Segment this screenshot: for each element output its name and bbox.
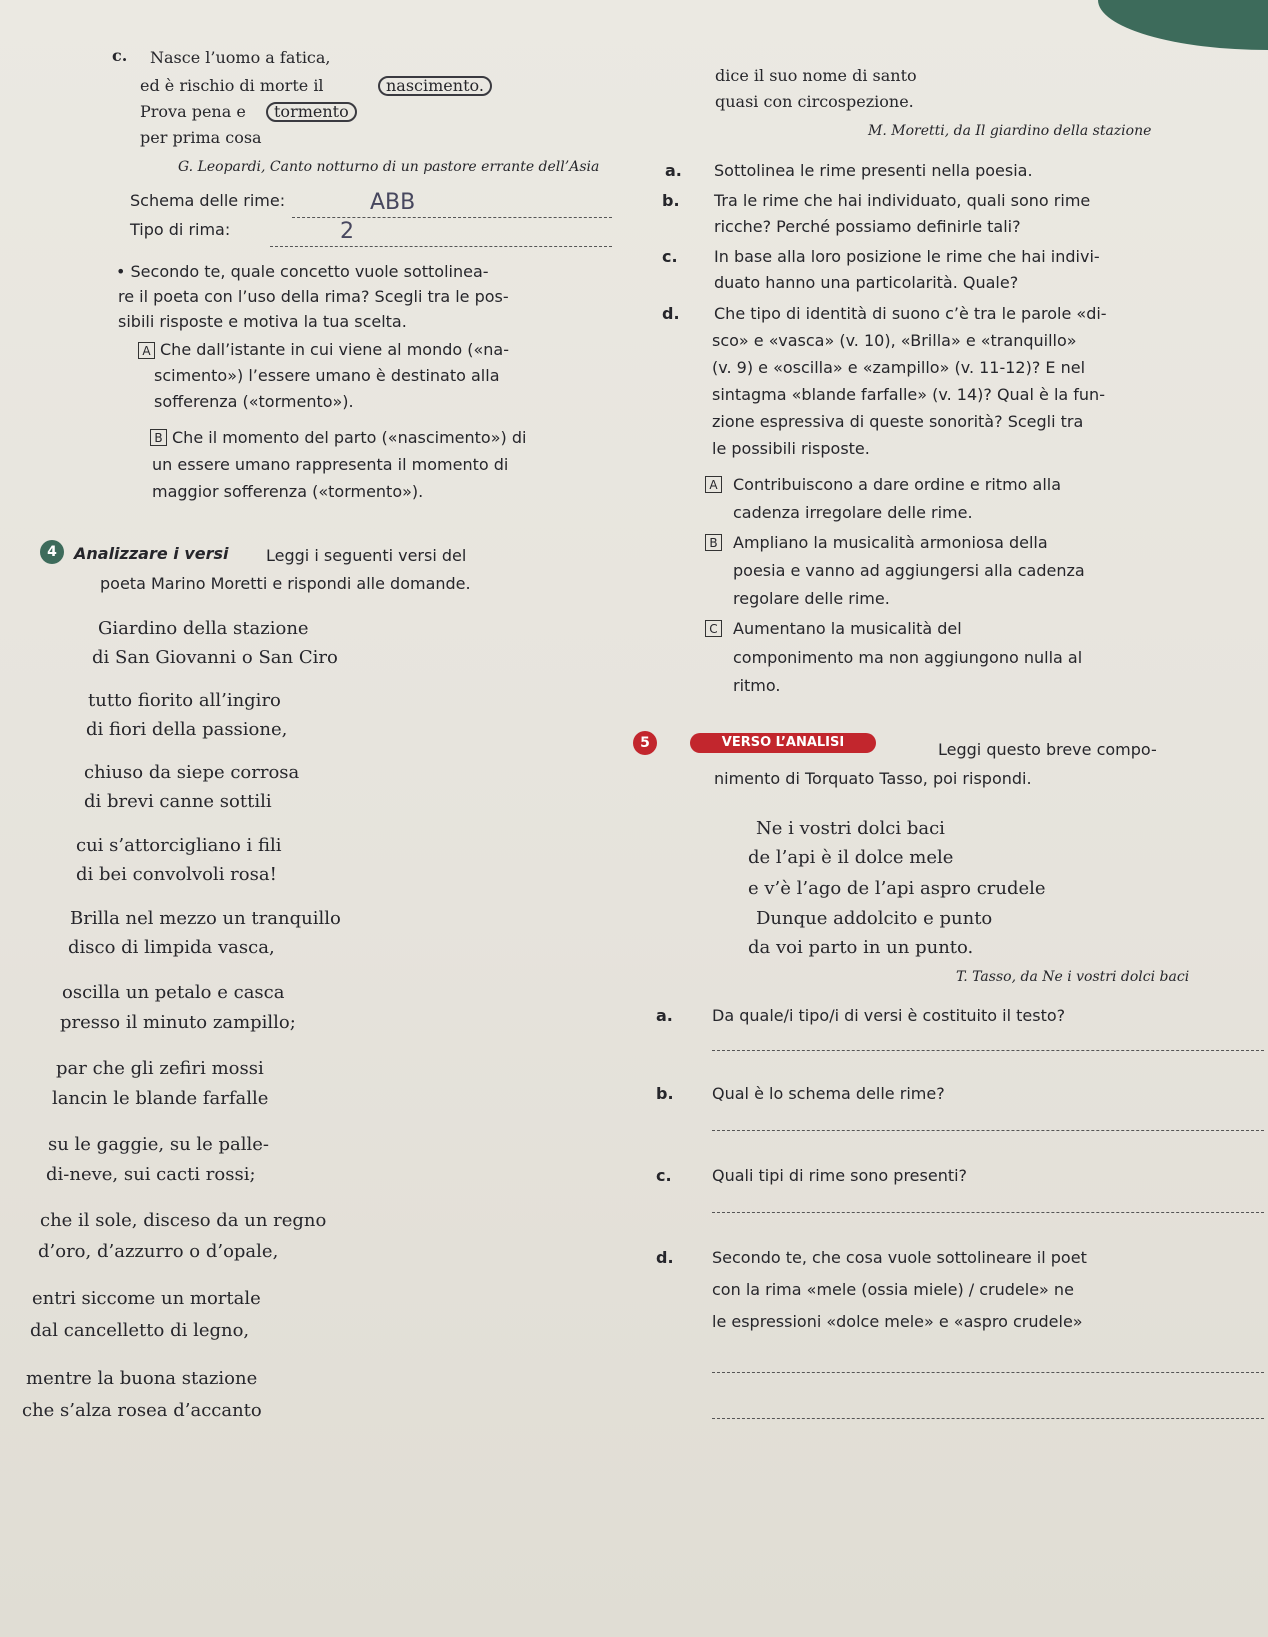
opt-c-line-1: Aumentano la musicalità del — [733, 619, 962, 638]
option-a-line-2: scimento») l’essere umano è destinato alla — [154, 366, 500, 385]
item-c-label: c. — [112, 46, 128, 65]
poem-line-1: Giardino della stazione — [98, 618, 309, 639]
option-a-line-3: sofferenza («tormento»). — [154, 392, 354, 411]
poem-line-8: di bei convolvoli rosa! — [76, 864, 277, 885]
tasso-line-1: Ne i vostri dolci baci — [756, 818, 945, 839]
opt-b-line-3: regolare delle rime. — [733, 589, 890, 608]
q-d-line-4: sintagma «blande farfalle» (v. 14)? Qual è la fun- — [712, 385, 1105, 404]
poem-line-20: dal cancelletto di legno, — [30, 1320, 250, 1341]
tasso-line-4: Dunque addolcito e punto — [756, 908, 993, 929]
tipo-handwritten-answer: 2 — [340, 219, 354, 244]
poem-line-15: su le gaggie, su le palle- — [48, 1134, 270, 1155]
poem-line-19: entri siccome un mortale — [32, 1288, 261, 1309]
poem-line-17: che il sole, disceso da un regno — [40, 1210, 327, 1231]
q5-d-line-2: con la rima «mele (ossia miele) / crudele» ne — [712, 1280, 1074, 1299]
q5-b-answer-line[interactable] — [712, 1130, 1264, 1131]
leopardi-line-2: ed è rischio di morte il — [140, 76, 324, 95]
opt-c-line-2: componimento ma non aggiungono nulla al — [733, 648, 1083, 667]
q5-c-text: Quali tipi di rime sono presenti? — [712, 1166, 968, 1185]
poem-line-14: lancin le blande farfalle — [52, 1088, 269, 1109]
tasso-line-2: de l’api è il dolce mele — [748, 847, 954, 868]
poem-line-10: disco di limpida vasca, — [68, 937, 275, 958]
q5-a-answer-line[interactable] — [712, 1050, 1264, 1051]
q-d-line-6: le possibili risposte. — [712, 439, 870, 458]
schema-handwritten-answer: ABB — [370, 190, 416, 215]
q5-d-line-1: Secondo te, che cosa vuole sottolineare il poet — [712, 1248, 1087, 1267]
leopardi-word-tormento: tormento — [266, 102, 357, 122]
option-a-checkbox[interactable]: A — [138, 342, 155, 359]
option-b-line-3: maggior sofferenza («tormento»). — [152, 482, 424, 501]
q5-b-label: b. — [656, 1084, 674, 1103]
moretti-cont-line-1: dice il suo nome di santo — [715, 66, 917, 85]
option-b-line-2: un essere umano rappresenta il momento di — [152, 455, 509, 474]
q5-d-line-3: le espressioni «dolce mele» e «aspro crudele» — [712, 1312, 1083, 1331]
poem-line-7: cui s’attorcigliano i fili — [76, 835, 282, 856]
schema-answer-line[interactable] — [292, 217, 612, 218]
opt-a-checkbox[interactable]: A — [705, 476, 722, 493]
verso-analisi-badge: VERSO L’ANALISI — [690, 733, 876, 753]
q-b-line-2: ricche? Perché possiamo definirle tali? — [714, 217, 1021, 236]
option-a-line-1: Che dall’istante in cui viene al mondo («na- — [160, 340, 509, 359]
tasso-line-5: da voi parto in un punto. — [748, 937, 974, 958]
poem-line-22: che s’alza rosea d’accanto — [22, 1400, 262, 1421]
opt-a-line-1: Contribuiscono a dare ordine e ritmo alla — [733, 475, 1062, 494]
exercise-5-text-2: nimento di Torquato Tasso, poi rispondi. — [714, 769, 1032, 788]
schema-label: Schema delle rime: — [130, 191, 286, 210]
exercise-4-number: 4 — [40, 540, 64, 564]
poem-line-12: presso il minuto zampillo; — [60, 1012, 296, 1033]
q-d-label: d. — [662, 304, 680, 323]
poem-line-13: par che gli zefiri mossi — [56, 1058, 264, 1079]
opt-a-line-2: cadenza irregolare delle rime. — [733, 503, 973, 522]
q5-c-label: c. — [656, 1166, 672, 1185]
tipo-label: Tipo di rima: — [130, 220, 231, 239]
opt-b-line-1: Ampliano la musicalità armoniosa della — [733, 533, 1048, 552]
q-d-line-5: zione espressiva di queste sonorità? Scegli tra — [712, 412, 1084, 431]
exercise-4-text-2: poeta Marino Moretti e rispondi alle domande. — [100, 574, 471, 593]
tasso-line-3: e v’è l’ago de l’api aspro crudele — [748, 878, 1046, 899]
q5-a-label: a. — [656, 1006, 673, 1025]
corner-decoration — [1098, 0, 1268, 50]
q-c-line-1: In base alla loro posizione le rime che hai indivi- — [714, 247, 1100, 266]
q5-d-label: d. — [656, 1248, 674, 1267]
tipo-answer-line[interactable] — [270, 246, 612, 247]
option-b-checkbox[interactable]: B — [150, 429, 167, 446]
question-line-3: sibili risposte e motiva la tua scelta. — [118, 312, 407, 331]
q-c-label: c. — [662, 247, 678, 266]
q-c-line-2: duato hanno una particolarità. Quale? — [714, 273, 1019, 292]
q-a-label: a. — [665, 161, 682, 180]
option-b-line-1: Che il momento del parto («nascimento») di — [172, 428, 527, 447]
leopardi-line-1: Nasce l’uomo a fatica, — [150, 48, 331, 67]
leopardi-line-4: per prima cosa — [140, 128, 262, 147]
poem-line-11: oscilla un petalo e casca — [62, 982, 285, 1003]
opt-b-line-2: poesia e vanno ad aggiungersi alla cadenza — [733, 561, 1085, 580]
poem-line-9: Brilla nel mezzo un tranquillo — [70, 908, 341, 929]
q5-a-text: Da quale/i tipo/i di versi è costituito il testo? — [712, 1006, 1066, 1025]
q-a-text: Sottolinea le rime presenti nella poesia. — [714, 161, 1033, 180]
question-line-1: • Secondo te, quale concetto vuole sottolinea- — [116, 262, 489, 281]
q-b-label: b. — [662, 191, 680, 210]
q-d-line-3: (v. 9) e «oscilla» e «zampillo» (v. 11-12)? E nel — [712, 358, 1086, 377]
poem-line-18: d’oro, d’azzurro o d’opale, — [38, 1241, 279, 1262]
moretti-cont-line-2: quasi con circospezione. — [715, 92, 914, 111]
q-d-line-1: Che tipo di identità di suono c’è tra le parole «di- — [714, 304, 1107, 323]
opt-b-checkbox[interactable]: B — [705, 534, 722, 551]
q-d-line-2: sco» e «vasca» (v. 10), «Brilla» e «tranquillo» — [712, 331, 1077, 350]
leopardi-credit: G. Leopardi, Canto notturno di un pastore errante dell’Asia — [178, 159, 600, 175]
q-b-line-1: Tra le rime che hai individuato, quali sono rime — [714, 191, 1091, 210]
exercise-5-number: 5 — [633, 731, 657, 755]
exercise-4-title: Analizzare i versi — [74, 544, 229, 563]
tasso-credit: T. Tasso, da Ne i vostri dolci baci — [956, 969, 1190, 985]
poem-line-16: di-neve, sui cacti rossi; — [46, 1164, 256, 1185]
q5-d-answer-line-2[interactable] — [712, 1418, 1264, 1419]
poem-line-3: tutto fiorito all’ingiro — [88, 690, 281, 711]
poem-line-5: chiuso da siepe corrosa — [84, 762, 300, 783]
leopardi-line-3: Prova pena e — [140, 102, 246, 121]
exercise-5-text-1: Leggi questo breve compo- — [938, 740, 1157, 759]
poem-line-4: di fiori della passione, — [86, 719, 288, 740]
q5-d-answer-line-1[interactable] — [712, 1372, 1264, 1373]
poem-line-2: di San Giovanni o San Ciro — [92, 647, 338, 668]
exercise-4-text-1: Leggi i seguenti versi del — [266, 546, 467, 565]
opt-c-line-3: ritmo. — [733, 676, 781, 695]
poem-line-6: di brevi canne sottili — [84, 791, 272, 812]
opt-c-checkbox[interactable]: C — [705, 620, 722, 637]
q5-c-answer-line[interactable] — [712, 1212, 1264, 1213]
question-line-2: re il poeta con l’uso della rima? Scegli tra le pos- — [118, 287, 509, 306]
leopardi-word-nascimento: nascimento. — [378, 76, 492, 96]
q5-b-text: Qual è lo schema delle rime? — [712, 1084, 945, 1103]
poem-line-21: mentre la buona stazione — [26, 1368, 258, 1389]
moretti-credit: M. Moretti, da Il giardino della stazione — [868, 123, 1152, 139]
